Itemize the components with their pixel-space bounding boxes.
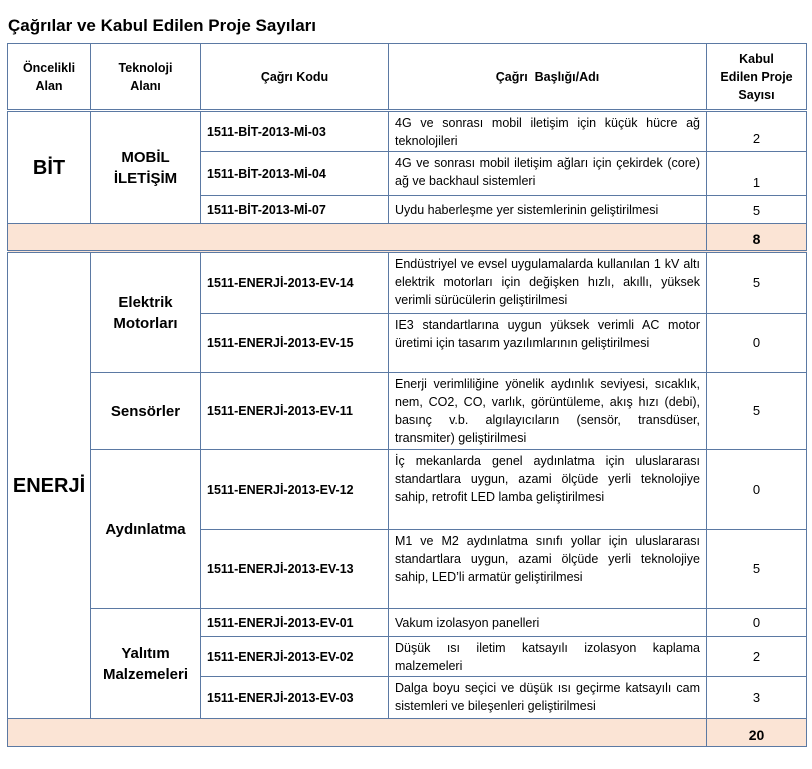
call-count: 3 [707, 677, 807, 719]
call-count: 0 [707, 450, 807, 530]
area-cell: BİT [8, 111, 91, 224]
call-title: Enerji verimliliğine yönelik aydınlık seviyesi, sıcaklık, nem, CO2, CO, varlık, görüntüleme, akış hızı (debi), basınç v.b. algılayıcıların (sensör, transdüser, transmiter) geliştirilmesi [389, 373, 707, 450]
call-code: 1511-ENERJİ-2013-EV-02 [201, 637, 389, 677]
call-title: Dalga boyu seçici ve düşük ısı geçirme katsayılı cam sistemleri ve bileşenleri geliştirilmesi [389, 677, 707, 719]
header-title: Çağrı Başlığı/Adı [389, 44, 707, 111]
call-code: 1511-BİT-2013-Mİ-04 [201, 152, 389, 196]
call-code: 1511-ENERJİ-2013-EV-15 [201, 314, 389, 373]
call-count: 2 [707, 111, 807, 152]
call-title: Vakum izolasyon panelleri [389, 609, 707, 637]
header-area: Öncelikli Alan [8, 44, 91, 111]
call-count: 1 [707, 152, 807, 196]
call-count: 2 [707, 637, 807, 677]
call-count: 5 [707, 252, 807, 314]
call-code: 1511-ENERJİ-2013-EV-11 [201, 373, 389, 450]
subtotal-row [8, 224, 807, 252]
header-row [8, 44, 807, 111]
calls-table [7, 43, 807, 747]
subtotal-value: 8 [707, 224, 807, 252]
table-row [8, 252, 807, 314]
header-code: Çağrı Kodu [201, 44, 389, 111]
call-count: 0 [707, 609, 807, 637]
table-row [8, 609, 807, 637]
tech-cell: Yalıtım Malzemeleri [91, 609, 201, 719]
call-title: Endüstriyel ve evsel uygulamalarda kullanılan 1 kV altı elektrik motorları için değişken hızlı, akıllı, yüksek verimli sürücülerin geliştirilmesi [389, 252, 707, 314]
call-count: 0 [707, 314, 807, 373]
call-title: İç mekanlarda genel aydınlatma için uluslararası standartlara uygun, azami ölçüde yerli teknolojiye sahip, retrofit LED lamba geliştirilmesi [389, 450, 707, 530]
call-title: Düşük ısı iletim katsayılı izolasyon kaplama malzemeleri [389, 637, 707, 677]
subtotal-value: 20 [707, 719, 807, 747]
subtotal-row [8, 719, 807, 747]
call-count: 5 [707, 196, 807, 224]
call-code: 1511-ENERJİ-2013-EV-12 [201, 450, 389, 530]
table-row [8, 373, 807, 450]
table-row [8, 450, 807, 530]
call-title: Uydu haberleşme yer sistemlerinin geliştirilmesi [389, 196, 707, 224]
tech-cell: MOBİL İLETİŞİM [91, 111, 201, 224]
call-title: IE3 standartlarına uygun yüksek verimli AC motor üretimi için tasarım yazılımlarının geliştirilmesi [389, 314, 707, 373]
call-code: 1511-ENERJİ-2013-EV-13 [201, 530, 389, 609]
page-title: Çağrılar ve Kabul Edilen Proje Sayıları [8, 16, 317, 35]
header-tech: Teknoloji Alanı [91, 44, 201, 111]
tech-cell: Sensörler [91, 373, 201, 450]
area-cell: ENERJİ [8, 252, 91, 719]
call-code: 1511-BİT-2013-Mİ-07 [201, 196, 389, 224]
call-count: 5 [707, 373, 807, 450]
call-code: 1511-ENERJİ-2013-EV-01 [201, 609, 389, 637]
tech-cell: Elektrik Motorları [91, 252, 201, 373]
call-title: M1 ve M2 aydınlatma sınıfı yollar için uluslararası standartlara uygun, azami ölçüde yerli teknolojiye sahip, LED’li armatür geliştirilmesi [389, 530, 707, 609]
call-code: 1511-ENERJİ-2013-EV-03 [201, 677, 389, 719]
call-count: 5 [707, 530, 807, 609]
header-count: Kabul Edilen Proje Sayısı [707, 44, 807, 111]
call-title: 4G ve sonrası mobil iletişim için küçük hücre ağ teknolojileri [389, 111, 707, 152]
tech-cell: Aydınlatma [91, 450, 201, 609]
call-title: 4G ve sonrası mobil iletişim ağları için çekirdek (core) ağ ve backhaul sistemleri [389, 152, 707, 196]
table-row [8, 111, 807, 152]
call-code: 1511-BİT-2013-Mİ-03 [201, 111, 389, 152]
call-code: 1511-ENERJİ-2013-EV-14 [201, 252, 389, 314]
